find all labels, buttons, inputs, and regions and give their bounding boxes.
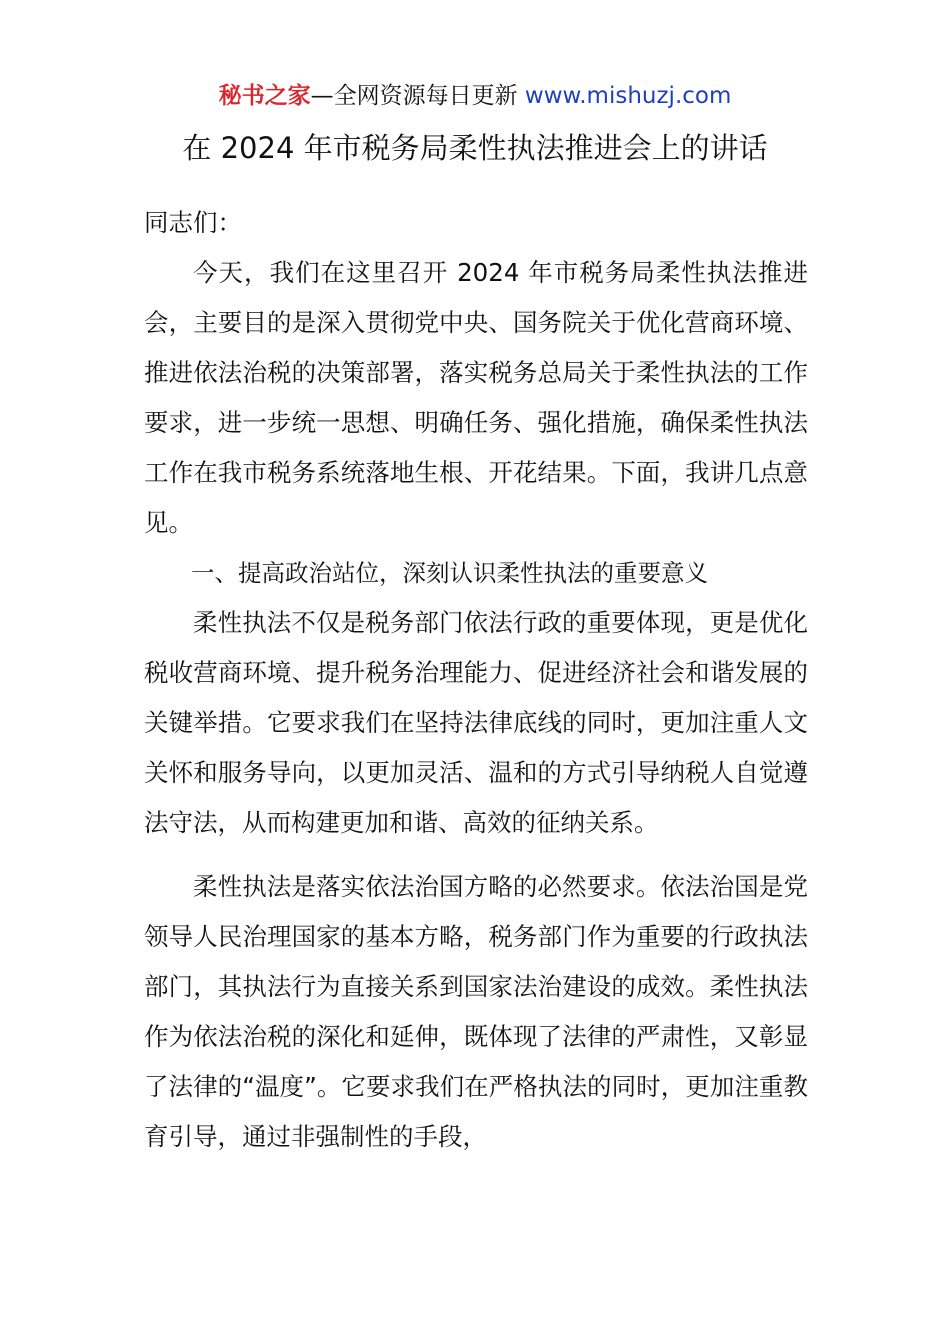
paragraph-significance: 柔性执法不仅是税务部门依法行政的重要体现，更是优化税收营商环境、提升税务治理能力、促进经济社会和谐发展的关键举措。它要求我们在坚持法律底线的同时，更加注重人文关怀和服务导向，以更加灵活、温和的方式引导纳税人自觉遵法守法，从而构建更加和谐、高效的征纳关系。: [144, 608, 808, 837]
section-heading-1: 一、提高政治站位，深刻认识柔性执法的重要意义: [191, 559, 708, 587]
salutation: 同志们：: [144, 208, 242, 237]
brand-name: 秘书之家: [218, 83, 311, 109]
site-url-link[interactable]: www.mishuzj.com: [524, 83, 732, 109]
header-slogan: —全网资源每日更新: [310, 83, 525, 109]
paragraph-rule-of-law: 柔性执法是落实依法治国方略的必然要求。依法治国是党领导人民治理国家的基本方略，税务部门作为重要的行政执法部门，其执法行为直接关系到国家法治建设的成效。柔性执法作为依法治税的深化和延伸，既体现了法律的严肃性，又彰显了法律的“温度”。它要求我们在严格执法的同时，更加注重教育引导，通过非强制性的手段，: [144, 872, 808, 1151]
site-header: [0, 80, 950, 112]
document-title: 在 2024 年市税务局柔性执法推进会上的讲话: [182, 131, 768, 165]
document-body: [144, 198, 808, 1162]
paragraph-intro: 今天，我们在这里召开 2024 年市税务局柔性执法推进会，主要目的是深入贯彻党中央、国务院关于优化营商环境、推进依法治税的决策部署，落实税务总局关于柔性执法的工作要求，进一步统一思想、明确任务、强化措施，确保柔性执法工作在我市税务系统落地生根、开花结果。下面，我讲几点意见。: [144, 258, 808, 537]
